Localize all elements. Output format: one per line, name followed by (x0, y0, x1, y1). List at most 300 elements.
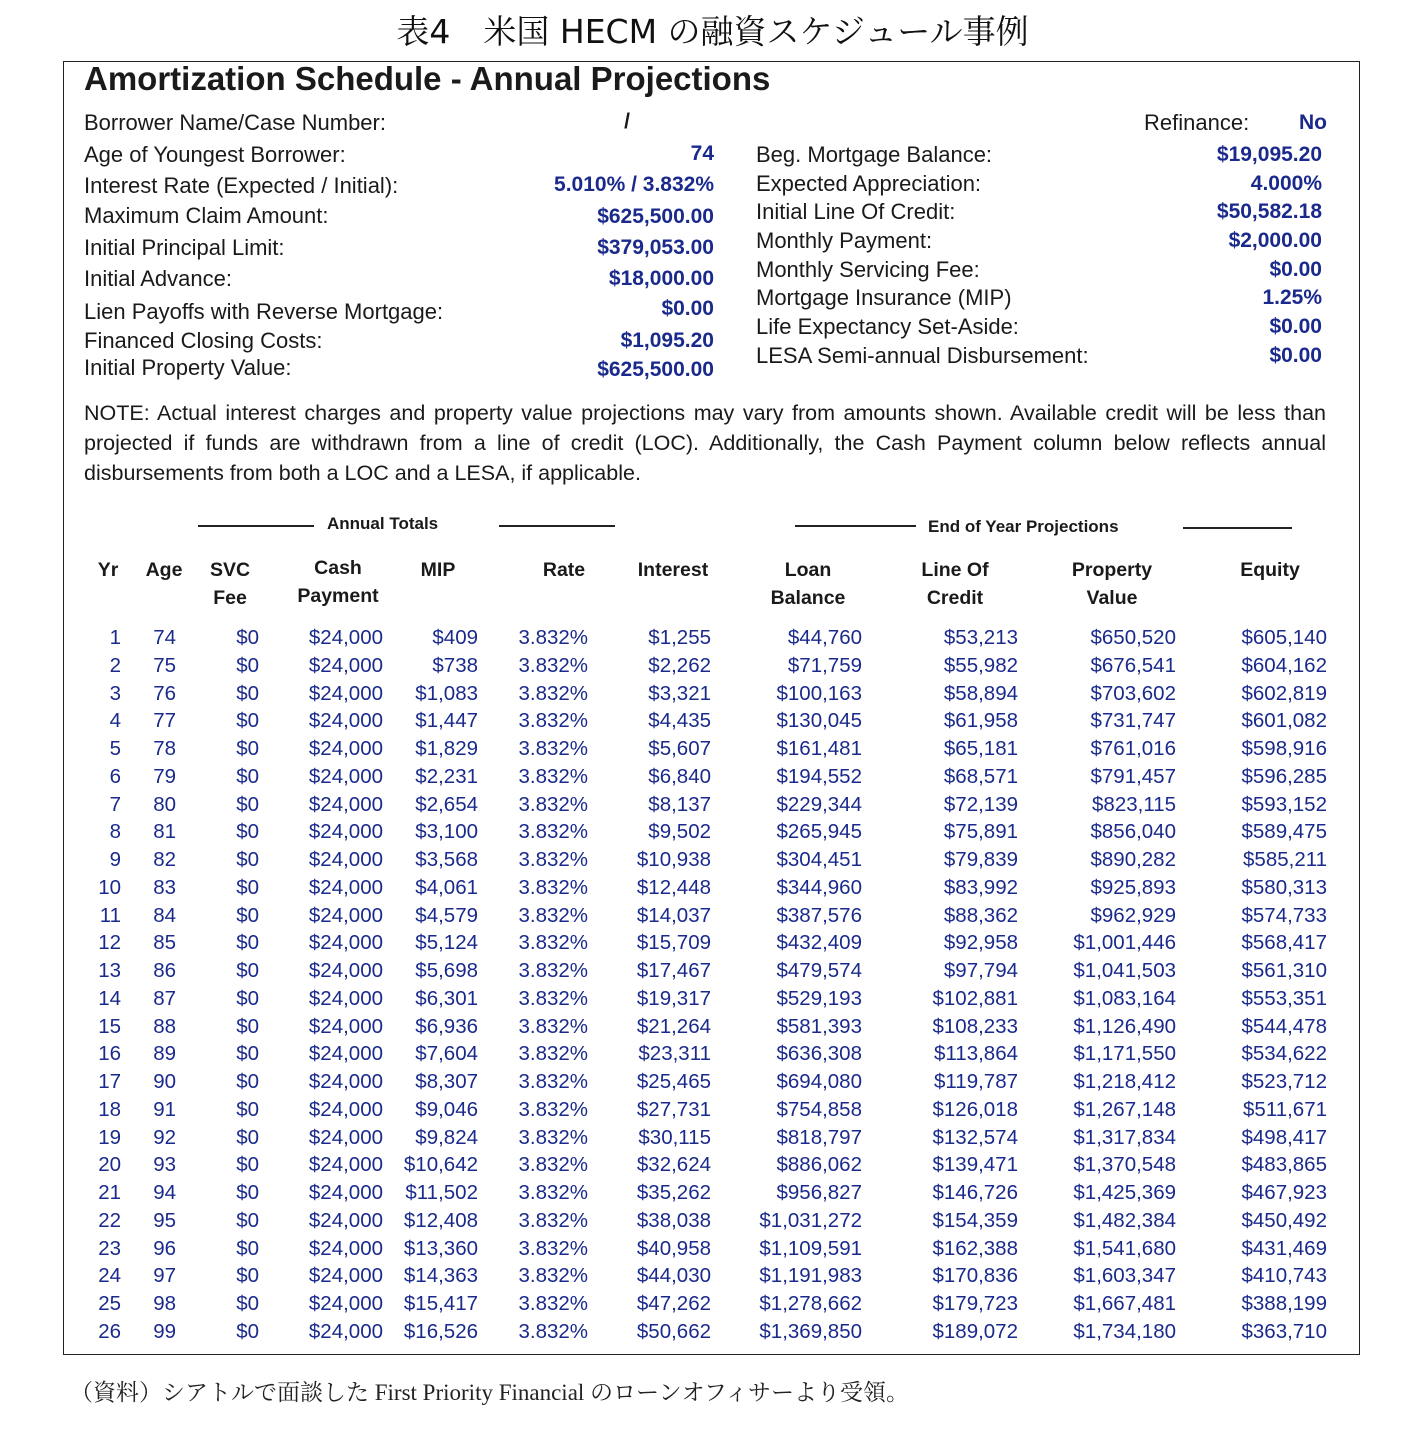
cell-cash-payment: $24,000 (308, 1042, 383, 1066)
cell-age: 95 (153, 1208, 176, 1232)
cell-age: 90 (153, 1070, 176, 1093)
cell-age: 93 (153, 1153, 176, 1177)
annual-totals-label: Annual Totals (327, 514, 439, 533)
cell-loan-balance: $694,080 (776, 1070, 862, 1093)
cell-mip: $16,526 (403, 1319, 478, 1343)
cell-loan-balance: $479,574 (776, 959, 862, 982)
cell-svc-fee: $0 (236, 681, 259, 705)
cell-loan-balance: $229,344 (776, 792, 862, 816)
cell-equity: $593,152 (1241, 792, 1327, 816)
cell-mip: $409 (432, 626, 478, 649)
cell-property-value: $1,370,548 (1073, 1153, 1176, 1177)
cell-interest: $15,709 (636, 931, 711, 955)
field-label: Initial Principal Limit: (84, 235, 285, 260)
disclaimer-note: NOTE: Actual interest charges and property value projections may vary from amounts shown. Available credit will be less than projected if funds are withdrawn from a line of credit (LOC). Additionally, the Cash Payment column below reflects annual disbursements from both a LOC and a LESA, if applicable. (84, 401, 1326, 485)
cell-line-of-credit: $97,794 (943, 959, 1018, 982)
field-label: Lien Payoffs with Reverse Mortgage: (84, 299, 444, 324)
cell-interest: $3,321 (648, 681, 711, 705)
cell-mip: $10,642 (403, 1153, 478, 1177)
cell-property-value: $1,317,834 (1073, 1125, 1176, 1149)
cell-interest: $21,264 (636, 1014, 711, 1038)
cell-yr: 14 (98, 986, 121, 1010)
table-row (0, 957, 1425, 985)
cell-rate: 3.832% (518, 709, 588, 733)
cell-mip: $5,698 (415, 959, 478, 982)
document-caption: 表4 米国 HECM の融資スケジュール事例 (396, 12, 1029, 51)
cell-equity: $498,417 (1241, 1125, 1327, 1149)
cell-yr: 16 (98, 1042, 121, 1066)
cell-equity: $604,162 (1241, 653, 1327, 677)
field-value: $0.00 (1269, 315, 1322, 338)
table-row (0, 1013, 1425, 1041)
cell-age: 86 (153, 959, 176, 982)
cell-svc-fee: $0 (236, 1319, 259, 1343)
cell-age: 97 (153, 1264, 176, 1288)
cell-cash-payment: $24,000 (308, 1097, 383, 1121)
cell-property-value: $962,929 (1090, 903, 1176, 927)
field-label: Age of Youngest Borrower: (84, 142, 346, 167)
cell-svc-fee: $0 (236, 1042, 259, 1066)
cell-loan-balance: $1,031,272 (759, 1208, 862, 1232)
cell-age: 78 (153, 737, 176, 760)
cell-property-value: $731,747 (1090, 709, 1176, 733)
column-header-loan-balance: Loan Balance (770, 559, 846, 609)
refinance-label: Refinance: (1144, 110, 1250, 135)
cell-equity: $601,082 (1241, 709, 1327, 733)
cell-equity: $580,313 (1241, 875, 1327, 899)
cell-line-of-credit: $92,958 (943, 931, 1018, 955)
field-label: Initial Line Of Credit: (756, 199, 956, 224)
cell-loan-balance: $886,062 (776, 1153, 862, 1177)
table-row (0, 874, 1425, 902)
column-header-age: Age (145, 559, 183, 581)
cell-line-of-credit: $126,018 (932, 1097, 1018, 1121)
cell-loan-balance: $161,481 (776, 737, 862, 760)
cell-loan-balance: $636,308 (776, 1042, 862, 1066)
column-header-interest: Interest (637, 559, 709, 581)
cell-rate: 3.832% (518, 737, 588, 760)
cell-cash-payment: $24,000 (308, 1153, 383, 1177)
cell-cash-payment: $24,000 (308, 848, 383, 871)
cell-property-value: $650,520 (1090, 626, 1176, 649)
cell-interest: $30,115 (638, 1125, 711, 1149)
cell-equity: $523,712 (1241, 1070, 1327, 1093)
field-value: 74 (690, 142, 714, 165)
cell-property-value: $761,016 (1090, 737, 1176, 760)
cell-age: 75 (153, 653, 176, 677)
cell-mip: $4,061 (415, 875, 478, 899)
cell-line-of-credit: $53,213 (943, 626, 1018, 649)
column-header-equity: Equity (1240, 559, 1300, 581)
field-label: Monthly Servicing Fee: (756, 257, 980, 282)
cell-mip: $1,829 (415, 737, 478, 760)
field-label: Mortgage Insurance (MIP) (756, 285, 1012, 310)
cell-cash-payment: $24,000 (308, 709, 383, 733)
column-header-property-value: Property Value (1071, 559, 1153, 609)
column-header-mip: MIP (420, 559, 456, 581)
cell-cash-payment: $24,000 (308, 681, 383, 705)
cell-property-value: $890,282 (1090, 848, 1176, 871)
cell-property-value: $703,602 (1090, 681, 1176, 705)
table-row (0, 1068, 1425, 1096)
cell-yr: 21 (98, 1181, 121, 1204)
cell-svc-fee: $0 (236, 820, 259, 844)
cell-equity: $410,743 (1241, 1264, 1327, 1288)
cell-svc-fee: $0 (236, 931, 259, 955)
cell-age: 81 (153, 820, 176, 844)
end-of-year-label: End of Year Projections (928, 517, 1119, 536)
cell-cash-payment: $24,000 (308, 792, 383, 816)
cell-svc-fee: $0 (236, 1181, 259, 1204)
cell-mip: $2,654 (415, 792, 478, 816)
column-header-rate: Rate (542, 559, 586, 581)
table-row (0, 902, 1425, 930)
cell-interest: $25,465 (636, 1070, 711, 1093)
cell-svc-fee: $0 (236, 653, 259, 677)
cell-rate: 3.832% (518, 792, 588, 816)
cell-property-value: $1,171,550 (1073, 1042, 1176, 1066)
cell-loan-balance: $956,827 (776, 1181, 862, 1204)
cell-property-value: $1,482,384 (1073, 1208, 1176, 1232)
field-label: Interest Rate (Expected / Initial): (84, 173, 399, 198)
cell-yr: 5 (109, 737, 121, 760)
cell-cash-payment: $24,000 (308, 1014, 383, 1038)
cell-cash-payment: $24,000 (308, 875, 383, 899)
cell-property-value: $676,541 (1090, 653, 1176, 677)
field-value: $19,095.20 (1216, 143, 1322, 166)
field-value: 1.25% (1262, 286, 1322, 309)
cell-loan-balance: $387,576 (776, 903, 862, 927)
cell-line-of-credit: $61,958 (943, 709, 1018, 733)
cell-line-of-credit: $79,839 (943, 848, 1018, 871)
cell-line-of-credit: $55,982 (943, 653, 1018, 677)
cell-property-value: $1,425,369 (1073, 1181, 1176, 1204)
cell-property-value: $1,001,446 (1073, 931, 1176, 955)
cell-loan-balance: $194,552 (776, 764, 862, 788)
field-label: Maximum Claim Amount: (84, 203, 329, 228)
cell-mip: $9,824 (415, 1125, 478, 1149)
cell-svc-fee: $0 (236, 792, 259, 816)
cell-interest: $12,448 (636, 875, 711, 899)
cell-property-value: $856,040 (1090, 820, 1176, 844)
field-value: $625,500.00 (597, 358, 714, 381)
cell-yr: 12 (98, 931, 121, 955)
table-row (0, 1207, 1425, 1235)
annual-totals-rule-right (499, 525, 615, 527)
cell-age: 77 (153, 709, 176, 733)
field-value: $2,000.00 (1228, 229, 1322, 252)
cell-svc-fee: $0 (236, 1153, 259, 1177)
cell-rate: 3.832% (518, 1153, 588, 1177)
cell-equity: $602,819 (1241, 681, 1327, 705)
cell-age: 80 (153, 792, 176, 816)
cell-svc-fee: $0 (236, 1292, 259, 1315)
cell-svc-fee: $0 (236, 848, 259, 871)
cell-property-value: $791,457 (1090, 764, 1176, 788)
cell-mip: $13,360 (403, 1236, 478, 1260)
cell-property-value: $1,267,148 (1073, 1097, 1176, 1121)
cell-yr: 25 (98, 1292, 121, 1315)
cell-property-value: $1,041,503 (1073, 959, 1176, 982)
cell-mip: $6,301 (415, 986, 478, 1010)
cell-rate: 3.832% (518, 1070, 588, 1093)
table-row (0, 846, 1425, 874)
table-row (0, 791, 1425, 819)
cell-line-of-credit: $102,881 (932, 986, 1018, 1010)
cell-rate: 3.832% (518, 653, 588, 677)
cell-rate: 3.832% (518, 1292, 588, 1315)
cell-rate: 3.832% (518, 903, 588, 927)
cell-yr: 8 (109, 820, 121, 844)
cell-svc-fee: $0 (236, 626, 259, 649)
cell-interest: $17,467 (636, 959, 711, 982)
cell-interest: $9,502 (648, 820, 711, 844)
cell-mip: $3,100 (415, 820, 478, 844)
cell-mip: $738 (432, 653, 478, 677)
cell-age: 94 (153, 1181, 176, 1204)
cell-line-of-credit: $146,726 (932, 1181, 1018, 1204)
cell-rate: 3.832% (518, 1181, 588, 1204)
cell-equity: $544,478 (1241, 1014, 1327, 1038)
cell-rate: 3.832% (518, 681, 588, 705)
cell-rate: 3.832% (518, 1125, 588, 1149)
cell-age: 79 (153, 764, 176, 788)
cell-age: 74 (153, 626, 176, 649)
cell-line-of-credit: $162,388 (932, 1236, 1018, 1260)
cell-line-of-credit: $65,181 (943, 737, 1018, 760)
cell-mip: $5,124 (415, 931, 478, 955)
field-label: Beg. Mortgage Balance: (756, 142, 993, 167)
cell-rate: 3.832% (518, 986, 588, 1010)
cell-line-of-credit: $170,836 (932, 1264, 1018, 1288)
cell-line-of-credit: $83,992 (943, 875, 1018, 899)
table-row (0, 1318, 1425, 1346)
cell-age: 91 (153, 1097, 176, 1121)
cell-line-of-credit: $132,574 (932, 1125, 1018, 1149)
cell-loan-balance: $71,759 (787, 653, 862, 677)
cell-rate: 3.832% (518, 1236, 588, 1260)
field-label: Monthly Payment: (756, 228, 933, 253)
cell-mip: $3,568 (415, 848, 478, 871)
column-header-cash-payment: Cash Payment (297, 557, 379, 607)
cell-cash-payment: $24,000 (308, 959, 383, 982)
cell-rate: 3.832% (518, 875, 588, 899)
field-value: $625,500.00 (597, 205, 714, 228)
field-label: Expected Appreciation: (756, 171, 982, 196)
field-value: $0.00 (661, 297, 714, 320)
table-row (0, 1040, 1425, 1068)
cell-cash-payment: $24,000 (308, 1125, 383, 1149)
cell-interest: $47,262 (636, 1292, 711, 1315)
cell-line-of-credit: $108,233 (932, 1014, 1018, 1038)
cell-rate: 3.832% (518, 1014, 588, 1038)
table-row (0, 1179, 1425, 1207)
cell-cash-payment: $24,000 (308, 737, 383, 760)
cell-yr: 18 (98, 1097, 121, 1121)
cell-yr: 20 (98, 1153, 121, 1177)
cell-rate: 3.832% (518, 1208, 588, 1232)
cell-equity: $450,492 (1241, 1208, 1327, 1232)
cell-mip: $1,083 (415, 681, 478, 705)
cell-loan-balance: $818,797 (776, 1125, 862, 1149)
cell-equity: $388,199 (1241, 1292, 1327, 1315)
field-value: $379,053.00 (597, 236, 714, 259)
field-value: $18,000.00 (608, 267, 714, 290)
table-row (0, 1151, 1425, 1179)
cell-yr: 23 (98, 1236, 121, 1260)
cell-line-of-credit: $58,894 (943, 681, 1018, 705)
cell-age: 83 (153, 875, 176, 899)
source-footnote: （資料）シアトルで面談した First Priority Financial のローンオフィサーより受領。 (70, 1380, 910, 1405)
cell-property-value: $1,126,490 (1073, 1014, 1176, 1038)
field-label: Financed Closing Costs: (84, 328, 323, 353)
cell-yr: 24 (98, 1264, 121, 1288)
table-row (0, 929, 1425, 957)
cell-mip: $7,604 (415, 1042, 478, 1066)
cell-rate: 3.832% (518, 931, 588, 955)
cell-age: 89 (153, 1042, 176, 1066)
cell-age: 88 (153, 1014, 176, 1038)
cell-line-of-credit: $75,891 (943, 820, 1018, 844)
cell-loan-balance: $130,045 (776, 709, 862, 733)
cell-property-value: $1,667,481 (1073, 1292, 1176, 1315)
cell-mip: $12,408 (403, 1208, 478, 1232)
cell-yr: 2 (109, 653, 121, 677)
cell-interest: $6,840 (648, 764, 711, 788)
cell-age: 87 (153, 986, 176, 1010)
table-row (0, 985, 1425, 1013)
cell-mip: $9,046 (415, 1097, 478, 1121)
table-row (0, 1124, 1425, 1152)
cell-rate: 3.832% (518, 764, 588, 788)
cell-interest: $50,662 (636, 1319, 711, 1343)
cell-equity: $483,865 (1241, 1153, 1327, 1177)
cell-interest: $40,958 (636, 1236, 711, 1260)
cell-equity: $568,417 (1241, 931, 1327, 955)
cell-svc-fee: $0 (236, 1014, 259, 1038)
cell-rate: 3.832% (518, 1319, 588, 1343)
cell-loan-balance: $432,409 (776, 931, 862, 955)
table-row (0, 763, 1425, 791)
cell-cash-payment: $24,000 (308, 653, 383, 677)
cell-rate: 3.832% (518, 848, 588, 871)
cell-interest: $35,262 (636, 1181, 711, 1204)
cell-svc-fee: $0 (236, 1097, 259, 1121)
cell-mip: $2,231 (415, 764, 478, 788)
cell-interest: $14,037 (636, 903, 711, 927)
cell-equity: $589,475 (1241, 820, 1327, 844)
cell-mip: $11,502 (405, 1181, 478, 1204)
cell-line-of-credit: $189,072 (932, 1319, 1018, 1343)
table-row (0, 735, 1425, 763)
cell-mip: $8,307 (415, 1070, 478, 1093)
cell-cash-payment: $24,000 (308, 986, 383, 1010)
cell-line-of-credit: $179,723 (932, 1292, 1018, 1315)
field-value: $0.00 (1269, 258, 1322, 281)
end-of-year-rule-right (1183, 527, 1292, 529)
cell-yr: 22 (98, 1208, 121, 1232)
cell-property-value: $1,541,680 (1073, 1236, 1176, 1260)
cell-yr: 15 (98, 1014, 121, 1038)
end-of-year-rule-left (795, 525, 916, 527)
cell-yr: 7 (109, 792, 121, 816)
table-row (0, 680, 1425, 708)
cell-age: 84 (153, 903, 176, 927)
cell-age: 98 (153, 1292, 176, 1315)
cell-loan-balance: $100,163 (776, 681, 862, 705)
cell-equity: $596,285 (1241, 764, 1327, 788)
field-label: Initial Property Value: (84, 355, 292, 380)
cell-loan-balance: $265,945 (776, 820, 862, 844)
field-value: $0.00 (1269, 344, 1322, 367)
cell-equity: $585,211 (1243, 848, 1327, 871)
cell-svc-fee: $0 (236, 709, 259, 733)
cell-svc-fee: $0 (236, 737, 259, 760)
table-row (0, 1235, 1425, 1263)
table-row (0, 707, 1425, 735)
cell-rate: 3.832% (518, 1097, 588, 1121)
field-value: $50,582.18 (1216, 200, 1322, 223)
cell-cash-payment: $24,000 (308, 903, 383, 927)
cell-line-of-credit: $88,362 (943, 903, 1018, 927)
cell-yr: 6 (109, 764, 121, 788)
field-value: 4.000% (1250, 172, 1322, 195)
cell-line-of-credit: $68,571 (943, 764, 1018, 788)
cell-interest: $38,038 (636, 1208, 711, 1232)
cell-interest: $19,317 (636, 986, 711, 1010)
table-row (0, 1262, 1425, 1290)
field-label: Initial Advance: (84, 266, 232, 291)
annual-totals-rule-left (198, 525, 314, 527)
cell-svc-fee: $0 (236, 959, 259, 982)
cell-cash-payment: $24,000 (308, 931, 383, 955)
cell-mip: $1,447 (415, 709, 478, 733)
field-label: Life Expectancy Set-Aside: (756, 314, 1019, 339)
cell-interest: $8,137 (648, 792, 711, 816)
cell-line-of-credit: $139,471 (932, 1153, 1018, 1177)
cell-age: 92 (153, 1125, 176, 1149)
cell-equity: $534,622 (1241, 1042, 1327, 1066)
cell-cash-payment: $24,000 (308, 1181, 383, 1204)
cell-cash-payment: $24,000 (308, 1070, 383, 1093)
cell-loan-balance: $1,369,850 (759, 1319, 862, 1343)
cell-cash-payment: $24,000 (308, 1208, 383, 1232)
cell-svc-fee: $0 (236, 1125, 259, 1149)
cell-interest: $27,731 (636, 1097, 711, 1121)
cell-property-value: $925,893 (1090, 875, 1176, 899)
cell-equity: $431,469 (1241, 1236, 1327, 1260)
cell-equity: $363,710 (1241, 1319, 1327, 1343)
schedule-heading: Amortization Schedule - Annual Projections (84, 60, 771, 97)
cell-yr: 1 (109, 626, 121, 649)
cell-yr: 13 (98, 959, 121, 982)
cell-rate: 3.832% (518, 626, 588, 649)
refinance-value: No (1299, 111, 1327, 134)
cell-cash-payment: $24,000 (308, 1319, 383, 1343)
cell-property-value: $1,603,347 (1073, 1264, 1176, 1288)
cell-loan-balance: $1,278,662 (759, 1292, 862, 1315)
cell-interest: $44,030 (636, 1264, 711, 1288)
cell-yr: 19 (98, 1125, 121, 1149)
column-header-yr: Yr (97, 559, 119, 581)
cell-age: 96 (153, 1236, 176, 1260)
table-row (0, 652, 1425, 680)
cell-rate: 3.832% (518, 1042, 588, 1066)
field-value: $1,095.20 (620, 329, 714, 352)
cell-mip: $6,936 (415, 1014, 478, 1038)
cell-svc-fee: $0 (236, 764, 259, 788)
cell-loan-balance: $44,760 (787, 626, 862, 649)
